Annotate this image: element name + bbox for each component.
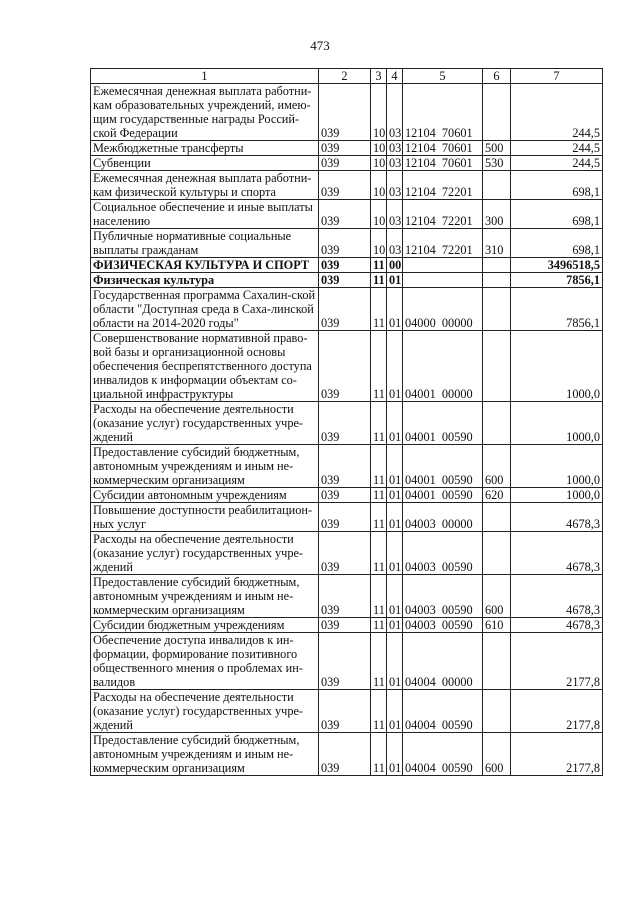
row-section-cell: 11	[371, 575, 387, 618]
row-section-cell: 10	[371, 156, 387, 171]
row-name-cell: Ежемесячная денежная выплата работни-кам образовательных учреждений, имею-щим государственные награды Россий-ской Федерации	[91, 84, 319, 141]
row-amount-cell: 4678,3	[511, 503, 603, 532]
row-target-code-cell: 04001 00590	[403, 488, 483, 503]
table-row	[91, 229, 603, 258]
row-subsection-cell: 01	[387, 690, 403, 733]
table-row	[91, 532, 603, 575]
row-name-cell: Ежемесячная денежная выплата работни-кам физической культуры и спорта	[91, 171, 319, 200]
row-name-cell: Расходы на обеспечение деятельности (оказание услуг) государственных учре-ждений	[91, 532, 319, 575]
row-target-code-cell: 04004 00590	[403, 690, 483, 733]
row-section-cell: 11	[371, 402, 387, 445]
row-target-code-cell	[403, 258, 483, 273]
row-subsection-cell: 03	[387, 156, 403, 171]
row-target-code-cell: 12104 70601	[403, 84, 483, 141]
row-subsection-cell: 01	[387, 633, 403, 690]
row-code-cell: 039	[319, 229, 371, 258]
column-header: 6	[483, 69, 511, 84]
row-code-cell: 039	[319, 200, 371, 229]
table-row	[91, 200, 603, 229]
row-amount-cell: 1000,0	[511, 488, 603, 503]
row-name-cell: Государственная программа Сахалин-ской области "Доступная среда в Саха-линской области на 2014-2020 годы"	[91, 288, 319, 331]
row-name-cell: Совершенствование нормативной право-вой базы и организационной основы обеспечения беспрепятственного доступа инвалидов к информации объектам со-циальной инфраструктуры	[91, 331, 319, 402]
row-code-cell: 039	[319, 618, 371, 633]
row-section-cell: 11	[371, 488, 387, 503]
row-amount-cell: 698,1	[511, 200, 603, 229]
table-row	[91, 156, 603, 171]
row-target-code-cell: 04003 00000	[403, 503, 483, 532]
row-code-cell: 039	[319, 171, 371, 200]
row-subsection-cell: 01	[387, 575, 403, 618]
row-name-cell: ФИЗИЧЕСКАЯ КУЛЬТУРА И СПОРТ	[91, 258, 319, 273]
row-subsection-cell: 01	[387, 503, 403, 532]
row-section-cell: 10	[371, 171, 387, 200]
row-section-cell: 11	[371, 503, 387, 532]
table-row	[91, 171, 603, 200]
row-name-cell: Предоставление субсидий бюджетным, автономным учреждениям и иным не-коммерческим организациям	[91, 733, 319, 776]
row-amount-cell: 7856,1	[511, 273, 603, 288]
row-name-cell: Публичные нормативные социальные выплаты гражданам	[91, 229, 319, 258]
row-amount-cell: 244,5	[511, 84, 603, 141]
table-row	[91, 733, 603, 776]
row-subsection-cell: 01	[387, 618, 403, 633]
row-name-cell: Расходы на обеспечение деятельности (оказание услуг) государственных учре-ждений	[91, 402, 319, 445]
row-section-cell: 11	[371, 733, 387, 776]
column-header: 4	[387, 69, 403, 84]
row-code-cell: 039	[319, 273, 371, 288]
row-section-cell: 11	[371, 273, 387, 288]
column-header: 7	[511, 69, 603, 84]
row-amount-cell: 2177,8	[511, 733, 603, 776]
row-subsection-cell: 03	[387, 171, 403, 200]
row-code-cell: 039	[319, 156, 371, 171]
row-amount-cell: 4678,3	[511, 532, 603, 575]
row-name-cell: Физическая культура	[91, 273, 319, 288]
row-expense-type-cell	[483, 171, 511, 200]
row-code-cell: 039	[319, 733, 371, 776]
row-section-cell: 11	[371, 445, 387, 488]
row-section-cell: 10	[371, 200, 387, 229]
row-section-cell: 11	[371, 618, 387, 633]
row-amount-cell: 3496518,5	[511, 258, 603, 273]
row-code-cell: 039	[319, 503, 371, 532]
row-target-code-cell: 04000 00000	[403, 288, 483, 331]
table-row	[91, 402, 603, 445]
table-row	[91, 273, 603, 288]
row-code-cell: 039	[319, 402, 371, 445]
column-header: 5	[403, 69, 483, 84]
row-expense-type-cell	[483, 402, 511, 445]
row-code-cell: 039	[319, 575, 371, 618]
row-name-cell: Расходы на обеспечение деятельности (оказание услуг) государственных учре-ждений	[91, 690, 319, 733]
row-code-cell: 039	[319, 331, 371, 402]
table-row	[91, 258, 603, 273]
column-header: 1	[91, 69, 319, 84]
row-target-code-cell: 12104 72201	[403, 229, 483, 258]
row-amount-cell: 244,5	[511, 141, 603, 156]
table-row	[91, 488, 603, 503]
row-amount-cell: 698,1	[511, 171, 603, 200]
row-expense-type-cell: 300	[483, 200, 511, 229]
table-row	[91, 445, 603, 488]
table-row	[91, 633, 603, 690]
table-row	[91, 141, 603, 156]
row-expense-type-cell: 310	[483, 229, 511, 258]
row-subsection-cell: 03	[387, 141, 403, 156]
row-amount-cell: 244,5	[511, 156, 603, 171]
column-header: 3	[371, 69, 387, 84]
row-expense-type-cell: 610	[483, 618, 511, 633]
row-target-code-cell: 12104 70601	[403, 156, 483, 171]
row-name-cell: Повышение доступности реабилитацион-ных услуг	[91, 503, 319, 532]
table-row	[91, 618, 603, 633]
row-subsection-cell: 01	[387, 733, 403, 776]
row-target-code-cell: 04001 00590	[403, 402, 483, 445]
row-code-cell: 039	[319, 141, 371, 156]
row-expense-type-cell	[483, 258, 511, 273]
row-code-cell: 039	[319, 288, 371, 331]
row-expense-type-cell	[483, 288, 511, 331]
row-amount-cell: 2177,8	[511, 633, 603, 690]
row-section-cell: 11	[371, 633, 387, 690]
row-expense-type-cell	[483, 273, 511, 288]
row-expense-type-cell: 600	[483, 445, 511, 488]
table-header-row	[91, 69, 603, 84]
row-amount-cell: 4678,3	[511, 618, 603, 633]
row-name-cell: Субвенции	[91, 156, 319, 171]
table-row	[91, 503, 603, 532]
row-name-cell: Предоставление субсидий бюджетным, автономным учреждениям и иным не-коммерческим организациям	[91, 575, 319, 618]
row-target-code-cell: 04004 00000	[403, 633, 483, 690]
table-row	[91, 331, 603, 402]
row-name-cell: Субсидии автономным учреждениям	[91, 488, 319, 503]
row-target-code-cell: 04003 00590	[403, 575, 483, 618]
row-section-cell: 11	[371, 331, 387, 402]
column-header: 2	[319, 69, 371, 84]
row-subsection-cell: 03	[387, 84, 403, 141]
row-subsection-cell: 03	[387, 229, 403, 258]
row-subsection-cell: 01	[387, 445, 403, 488]
row-amount-cell: 7856,1	[511, 288, 603, 331]
budget-table	[90, 68, 603, 776]
row-section-cell: 11	[371, 258, 387, 273]
row-section-cell: 11	[371, 288, 387, 331]
row-target-code-cell: 04004 00590	[403, 733, 483, 776]
page-number: 473	[310, 38, 330, 53]
row-section-cell: 10	[371, 84, 387, 141]
table-row	[91, 84, 603, 141]
row-target-code-cell: 04003 00590	[403, 618, 483, 633]
row-target-code-cell: 12104 72201	[403, 171, 483, 200]
table-row	[91, 288, 603, 331]
row-amount-cell: 1000,0	[511, 445, 603, 488]
row-code-cell: 039	[319, 532, 371, 575]
row-subsection-cell: 01	[387, 331, 403, 402]
row-section-cell: 11	[371, 690, 387, 733]
row-expense-type-cell	[483, 503, 511, 532]
row-amount-cell: 1000,0	[511, 402, 603, 445]
row-amount-cell: 1000,0	[511, 331, 603, 402]
row-subsection-cell: 01	[387, 273, 403, 288]
row-expense-type-cell: 600	[483, 733, 511, 776]
row-target-code-cell: 04003 00590	[403, 532, 483, 575]
row-section-cell: 10	[371, 141, 387, 156]
row-name-cell: Предоставление субсидий бюджетным, автономным учреждениям и иным не-коммерческим организациям	[91, 445, 319, 488]
table-row	[91, 690, 603, 733]
row-expense-type-cell: 620	[483, 488, 511, 503]
row-expense-type-cell	[483, 84, 511, 141]
row-target-code-cell: 04001 00000	[403, 331, 483, 402]
row-expense-type-cell: 500	[483, 141, 511, 156]
row-target-code-cell: 04001 00590	[403, 445, 483, 488]
row-name-cell: Межбюджетные трансферты	[91, 141, 319, 156]
row-name-cell: Социальное обеспечение и иные выплаты населению	[91, 200, 319, 229]
row-section-cell: 10	[371, 229, 387, 258]
table-row	[91, 575, 603, 618]
row-code-cell: 039	[319, 84, 371, 141]
row-target-code-cell	[403, 273, 483, 288]
row-subsection-cell: 03	[387, 200, 403, 229]
row-expense-type-cell: 530	[483, 156, 511, 171]
row-expense-type-cell	[483, 532, 511, 575]
row-code-cell: 039	[319, 258, 371, 273]
row-subsection-cell: 01	[387, 288, 403, 331]
row-expense-type-cell	[483, 690, 511, 733]
row-name-cell: Субсидии бюджетным учреждениям	[91, 618, 319, 633]
row-expense-type-cell: 600	[483, 575, 511, 618]
row-target-code-cell: 12104 70601	[403, 141, 483, 156]
row-code-cell: 039	[319, 690, 371, 733]
row-expense-type-cell	[483, 633, 511, 690]
row-amount-cell: 2177,8	[511, 690, 603, 733]
row-expense-type-cell	[483, 331, 511, 402]
row-name-cell: Обеспечение доступа инвалидов к ин-формации, формирование позитивного общественного мнения о проблемах ин-валидов	[91, 633, 319, 690]
row-target-code-cell: 12104 72201	[403, 200, 483, 229]
row-amount-cell: 698,1	[511, 229, 603, 258]
row-subsection-cell: 01	[387, 532, 403, 575]
row-subsection-cell: 01	[387, 488, 403, 503]
row-code-cell: 039	[319, 633, 371, 690]
row-code-cell: 039	[319, 445, 371, 488]
row-subsection-cell: 01	[387, 402, 403, 445]
row-subsection-cell: 00	[387, 258, 403, 273]
row-section-cell: 11	[371, 532, 387, 575]
row-code-cell: 039	[319, 488, 371, 503]
row-amount-cell: 4678,3	[511, 575, 603, 618]
